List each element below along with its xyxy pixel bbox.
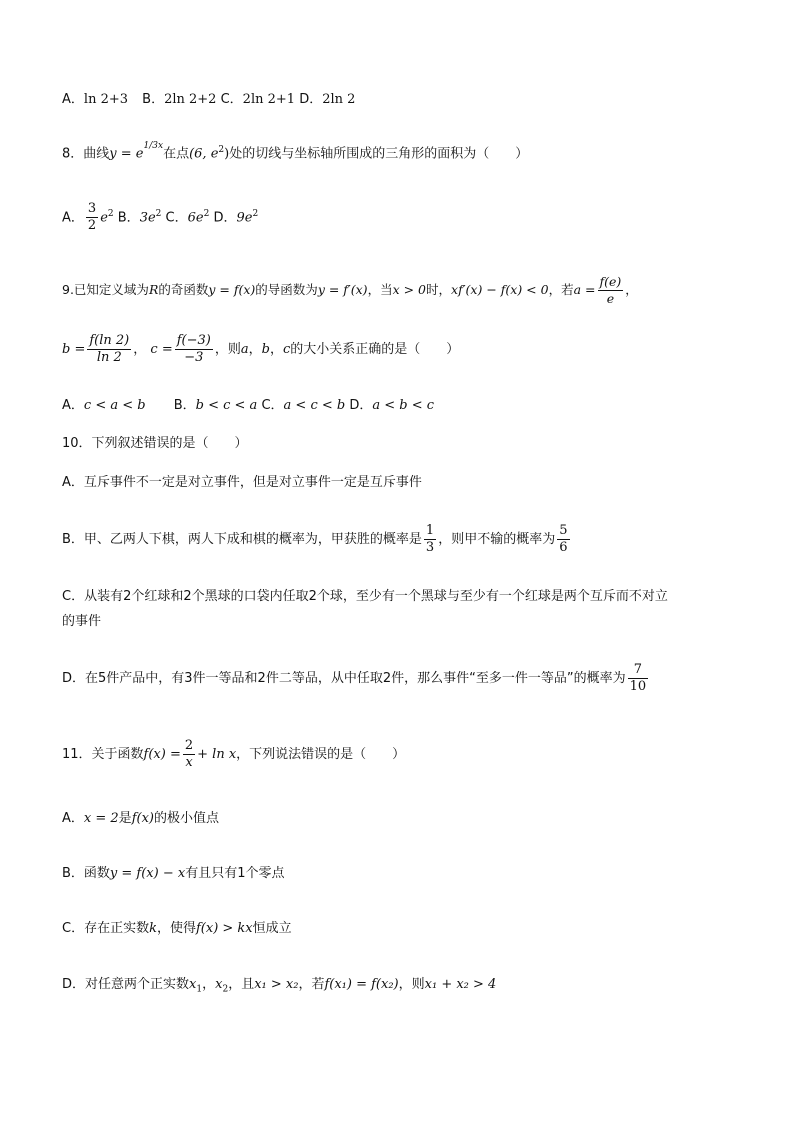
q10-option-d-text: D．在5件产品中，有3件一等品和2件二等品，从中任取2件，那么事件“至多一件一等品”的概率为: [62, 671, 626, 686]
q10-option-b: [62, 522, 572, 558]
q8-option-b-exp: 2: [155, 209, 162, 219]
q11-option-c: [62, 919, 292, 939]
q9-func: y = f(x): [208, 282, 256, 297]
q11-fraction: [183, 738, 195, 771]
q9-c-num: f(−3): [176, 333, 211, 348]
q11-option-c-tail: 恒成立: [252, 921, 292, 936]
q9-option-d: a < b < c: [372, 398, 435, 413]
q9-b-den: ln 2: [96, 350, 122, 365]
q9-odd: 的奇函数: [158, 282, 209, 297]
q8-options: [62, 198, 258, 234]
q9-question: 的大小关系正确的是（ ）: [290, 342, 460, 357]
q11-option-d-mid2: ，若: [298, 977, 325, 992]
q9-comma1: ，: [248, 342, 262, 357]
q9-var-b: b: [261, 342, 270, 357]
q11-option-a-mid: 是: [118, 811, 132, 826]
q10-option-b-text: B．甲、乙两人下棋，两人下成和棋的概率为，甲获胜的概率是: [62, 532, 422, 547]
q11-option-b-label: B．函数: [62, 866, 110, 881]
q8-option-d: 9e: [236, 210, 253, 226]
q7-option-c: 2ln 2+1: [242, 92, 296, 107]
q11-option-d-x1: x: [189, 977, 197, 992]
q9-comma2: ，: [269, 342, 283, 357]
q11-option-c-mid: ，使得: [156, 921, 196, 936]
q7-option-a: ln 2+3: [83, 92, 129, 107]
q9-var-a: a: [240, 342, 249, 357]
q10-option-b-frac1: [424, 523, 436, 556]
q11-den: x: [185, 755, 193, 770]
q9-c-den: −3: [184, 350, 204, 365]
q8-option-b: 3e: [139, 210, 156, 226]
q9-when-tail: 时，: [426, 282, 452, 297]
q9-deriv: y = f′(x): [317, 282, 368, 297]
q10-option-b-num1: 1: [425, 523, 435, 538]
q10-option-b-text2: ，则甲不输的概率为: [438, 532, 556, 547]
q9-b-fraction: [87, 333, 131, 366]
q11-tail: ，下列说法错误的是（ ）: [236, 747, 406, 762]
q8-stem: 8．曲线$y = e^{1/3x}$在点(6, $e^2$)处的切线与坐标轴所围成的三角形的面积为（ ）: [62, 141, 529, 162]
q9-a-den: e: [606, 291, 615, 306]
q11-option-a-tail: 的极小值点: [153, 811, 219, 826]
q8-point: (6, e: [189, 146, 219, 162]
q9-b-eq: b =: [62, 342, 86, 357]
q8-point-exp: 2: [218, 145, 225, 155]
q8-curve: y = e: [109, 146, 144, 162]
q8-option-c: 6e: [187, 210, 204, 226]
q11-stem: [62, 737, 405, 773]
q8-mid: 在点: [163, 146, 190, 162]
q9-b-num: f(ln 2): [89, 333, 130, 348]
q7-option-b: 2ln 2+2: [164, 92, 217, 107]
q8-option-a-num: 3: [87, 201, 97, 217]
q9-stem-line1: [62, 274, 638, 307]
q11-num: 2: [184, 738, 194, 753]
q8-option-a-den: 2: [87, 218, 97, 234]
q11-option-d: [62, 975, 496, 1000]
q8-option-a-e: e: [100, 210, 108, 226]
q9-option-c: a < c < b: [283, 398, 346, 413]
q10-option-c-line1: C．从装有2个红球和2个黑球的口袋内任取2个球，至少有一个黑球与至少有一个红球是两个互斥而不对立: [62, 589, 668, 604]
q9-option-b: b < c < a: [195, 398, 258, 413]
q8-exp-den: 3: [152, 141, 158, 151]
q10-option-c-line2: 的事件: [62, 614, 102, 629]
q9-c-fraction: [175, 333, 213, 366]
q11-intro: 11．关于函数: [62, 747, 144, 762]
q7-option-d: 2ln 2: [322, 92, 356, 107]
q11-option-a: [62, 809, 219, 829]
q11-option-d-mid3: ，则: [398, 977, 425, 992]
q9-sep: ，: [133, 342, 147, 357]
q11-option-a-math2: f(x): [131, 811, 154, 826]
q9-stem-line2: [62, 332, 459, 368]
q10-option-b-den1: 3: [425, 540, 435, 555]
q9-then: ，则: [214, 342, 241, 357]
q11-option-d-label: D．对任意两个正实数: [62, 977, 190, 992]
q9-line1-end: ，: [625, 282, 638, 297]
q11-option-c-k: k: [149, 921, 157, 936]
q7-option-d-label: D．: [299, 92, 323, 107]
q8-option-d-exp: 2: [252, 209, 259, 219]
q7-option-b-label: B．: [142, 92, 165, 107]
q9-option-b-label: B．: [173, 398, 196, 413]
q8-option-c-exp: 2: [203, 209, 210, 219]
q7-option-a-label: A．: [62, 92, 84, 107]
q11-func: f(x) =: [143, 747, 181, 762]
q8-option-c-label: C．: [165, 210, 188, 226]
q9-a-fraction: [598, 274, 624, 307]
q9-option-c-label: C．: [261, 398, 284, 413]
q9-options: [62, 396, 434, 416]
q9-c-eq: c =: [150, 342, 173, 357]
q11-option-c-math: f(x) > kx: [195, 921, 253, 936]
q9-a-eq: a =: [573, 282, 596, 297]
q11-option-c-label: C．存在正实数: [62, 921, 150, 936]
q8-exp-var: x: [158, 141, 164, 151]
q9-if: ，若: [548, 282, 574, 297]
q10-option-d: [62, 661, 650, 697]
q10-option-d-num: 7: [628, 662, 649, 679]
q11-option-b-tail: 有且只有1个零点: [185, 866, 285, 881]
q10-option-d-frac: [628, 662, 649, 695]
q10-stem: 10．下列叙述错误的是（ ）: [62, 436, 248, 451]
q11-option-d-eq: f(x₁) = f(x₂): [324, 977, 399, 992]
q9-option-a-label: A．: [62, 398, 84, 413]
q9-a-num: f(e): [599, 274, 622, 289]
q8-option-d-label: D．: [213, 210, 237, 226]
q9-domain: R: [148, 282, 159, 297]
q11-option-a-math1: x = 2: [83, 811, 119, 826]
q11-option-d-sub1: 1: [196, 984, 203, 995]
q10-option-b-den2: 6: [559, 540, 568, 555]
q8-exp-num: 1: [143, 141, 150, 151]
q10-option-d-den: 10: [629, 679, 647, 694]
q9-option-a: c < a < b: [83, 398, 146, 413]
q8-point-close: ): [224, 146, 230, 162]
q10-option-a: A．互斥事件不一定是对立事件，但是对立事件一定是互斥事件: [62, 475, 422, 490]
q11-option-a-label: A．: [62, 811, 84, 826]
q11-option-d-res: x₁ + x₂ > 4: [424, 977, 497, 992]
q9-option-d-label: D．: [349, 398, 373, 413]
q9-var-c: c: [282, 342, 291, 357]
q11-plus: + ln x: [197, 747, 237, 762]
q11-option-d-mid: ，且: [228, 977, 255, 992]
q8-option-a-fraction: [86, 201, 98, 234]
q11-option-d-cond: x₁ > x₂: [254, 977, 299, 992]
q9-deriv-text: 的导函数为: [255, 282, 318, 297]
q11-option-d-x2: x: [215, 977, 223, 992]
q9-when: ，当: [367, 282, 393, 297]
q10-option-b-num2: 5: [559, 523, 568, 538]
q9-ineq: xf′(x) − f(x) < 0: [451, 282, 549, 297]
q7-option-c-label: C．: [220, 92, 243, 107]
q11-option-d-sep: ，: [202, 977, 216, 992]
q9-cond: x > 0: [392, 282, 427, 297]
q8-tail: 处的切线与坐标轴所围成的三角形的面积为（ ）: [229, 146, 529, 162]
q9-intro: 9.已知定义域为: [62, 282, 149, 297]
q8-option-a-exp: 2: [107, 209, 114, 219]
q7-options: [62, 90, 355, 110]
q11-option-b: [62, 864, 284, 884]
q8-option-b-label: B．: [117, 210, 140, 226]
q11-option-d-sub2: 2: [222, 984, 229, 995]
q11-option-b-math: y = f(x) − x: [109, 866, 186, 881]
q8-number: 8．曲线: [62, 146, 110, 162]
q10-option-b-frac2: [557, 523, 569, 556]
q8-option-a-label: A．: [62, 210, 84, 226]
